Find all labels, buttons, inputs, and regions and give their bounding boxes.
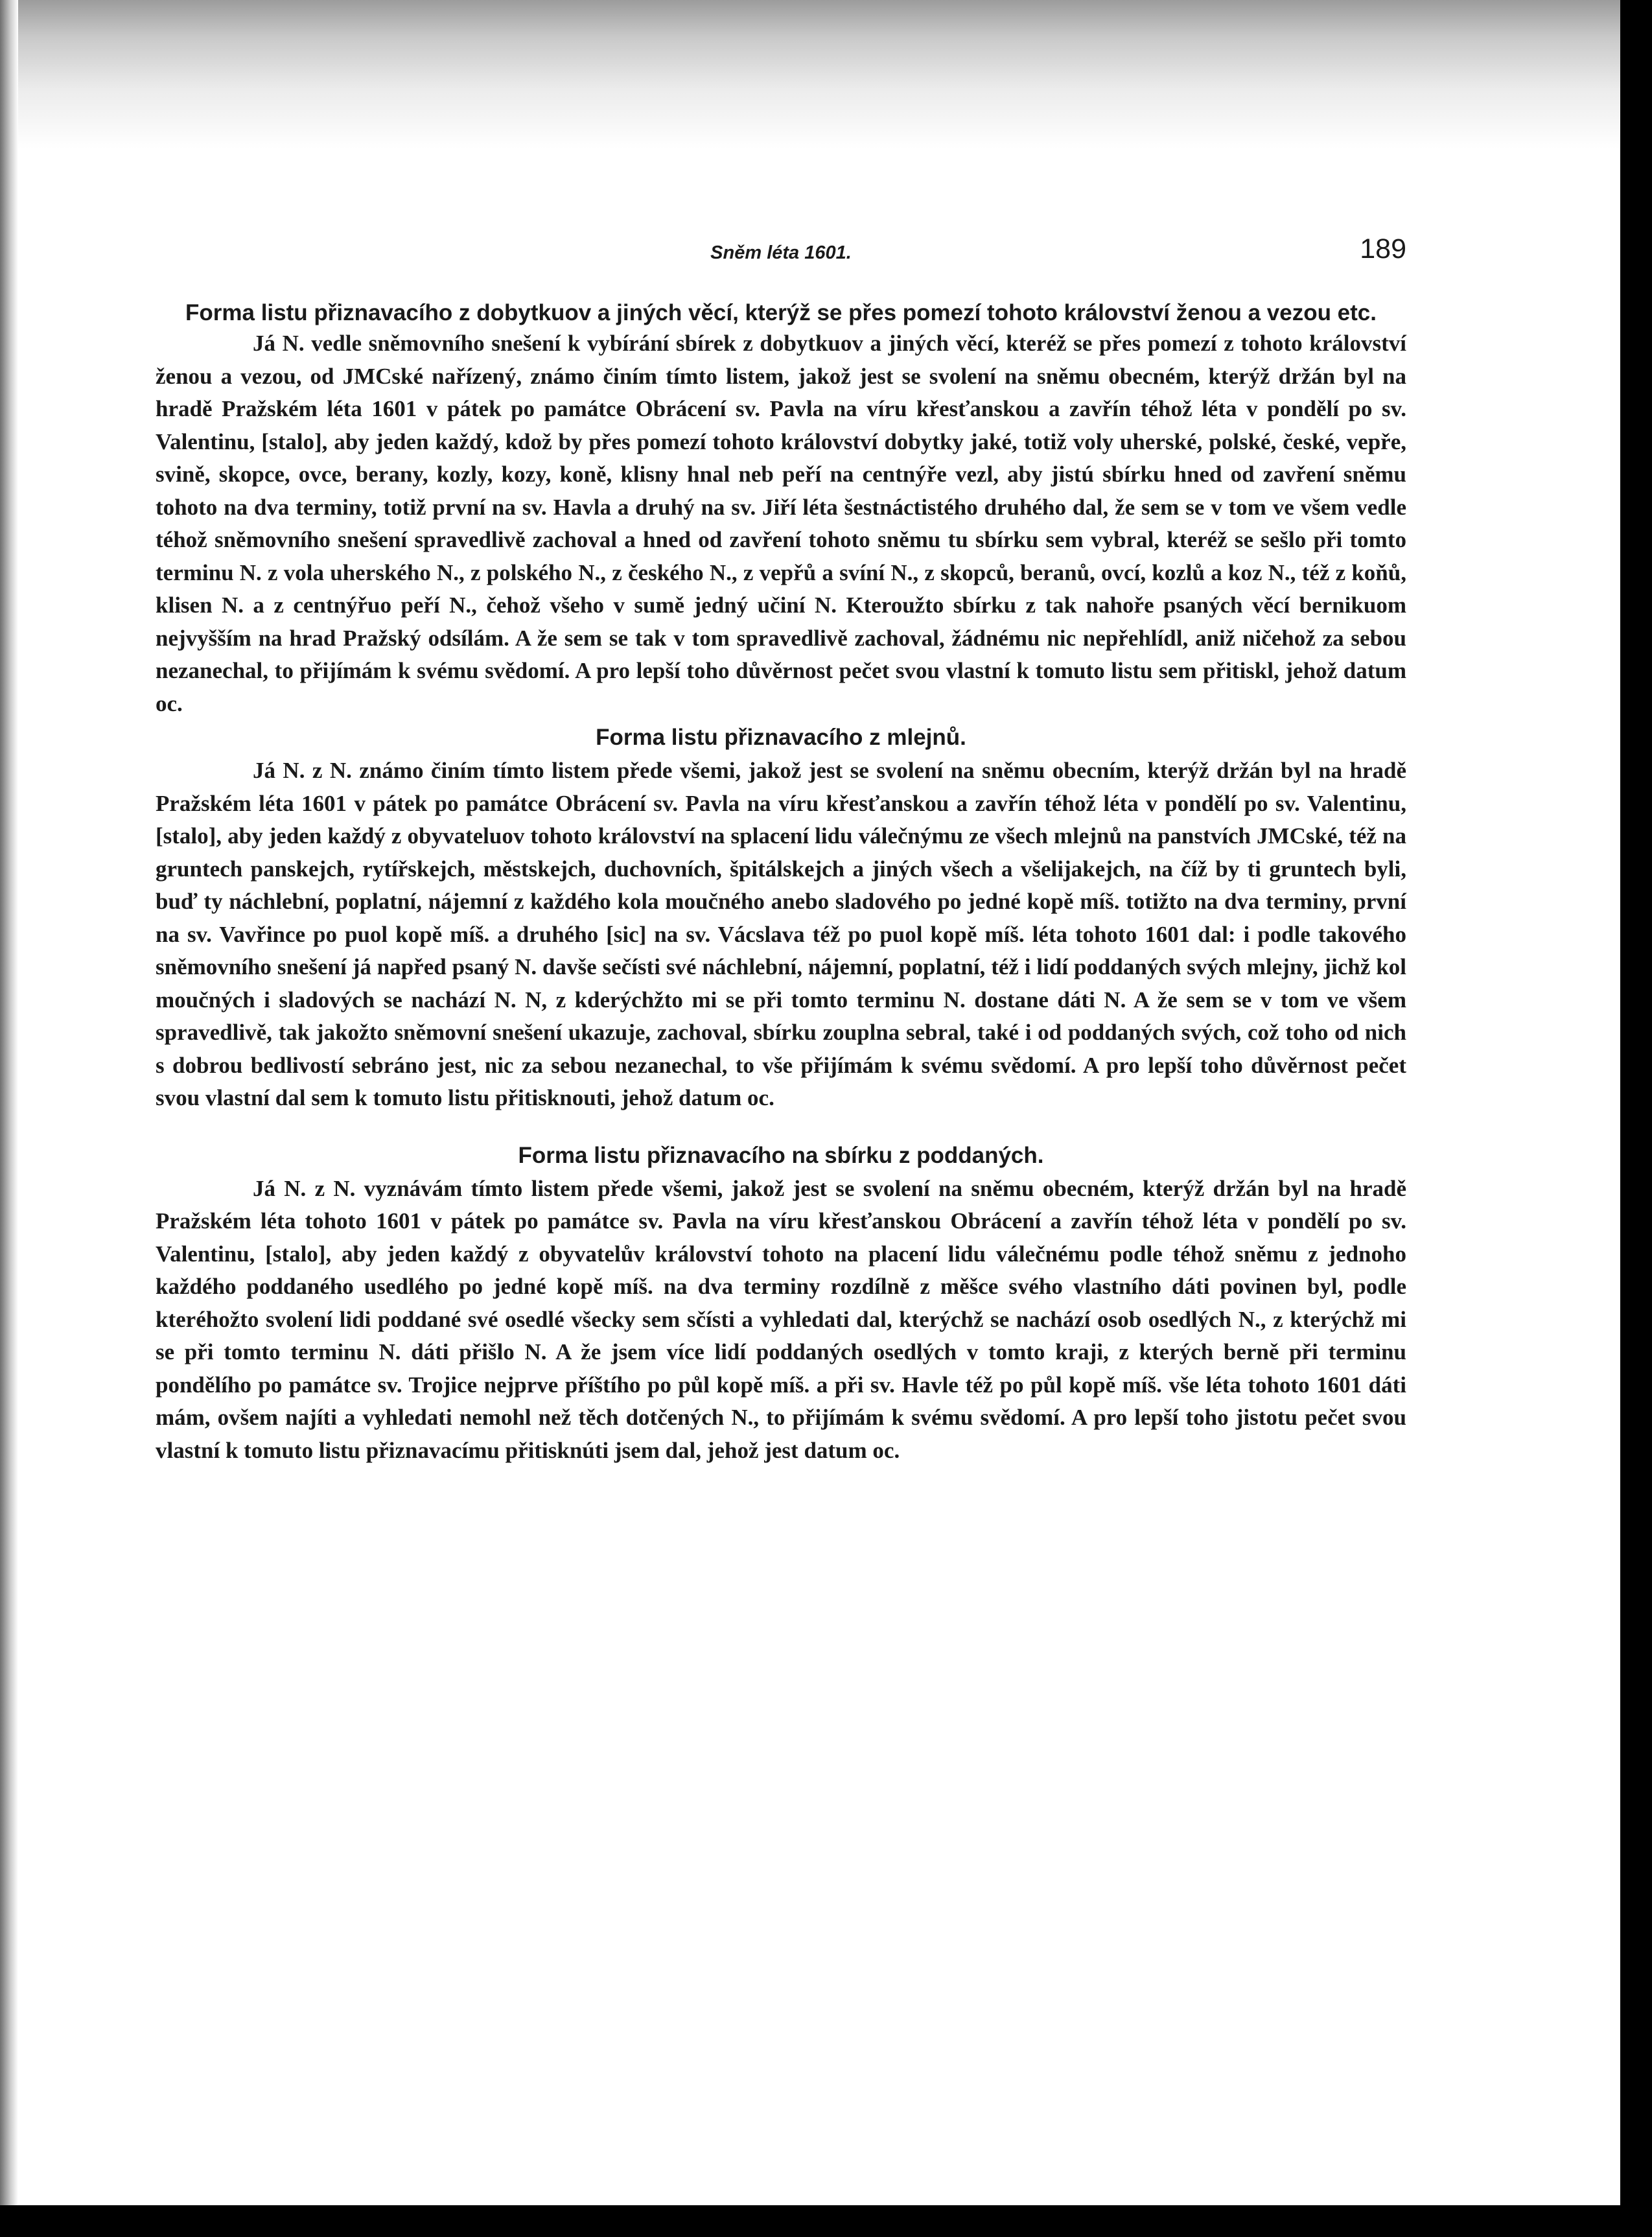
section-body-subjects: Já N. z N. vyznávám tímto listem přede všemi, jakož jest se svolení na sněmu obecném, kterýž držán byl na hradě Pražském léta tohoto 1601 v pátek po památce sv. Pavla na víru křesťanskou Obrácení a zavřín téhož léta v pondělí po sv. Valentinu, [stalo], aby jeden každý z obyvatelův království tohoto na placení lidu válečnému podle téhož sněmu z jednoho každého poddaného usedlého po jedné kopě míš. na dva terminy rozdílně z měšce svého vlastního dáti povinen byl, podle kteréhožto svolení lidi poddané své osedlé všecky sem sčísti a vyhledati dal, kterýchž se nachází osob osedlých N., z kterýchž mi se při tomto terminu N. dáti přišlo N. A že jsem více lidí poddaných osedlých v tomto kraji, z kterých berně při terminu pondělího po památce sv. Trojice nejprve příštího po půl kopě míš. a při sv. Havle též po půl kopě míš. vše léta tohoto 1601 dáti mám, ovšem najíti a vyhledati nemohl než těch dotčených N., to přijímám k svému svědomí. A pro lepší toho jistotu pečet svou vlastní k tomuto listu přiznavacímu přitisknúti jsem dal, jehož jest datum oc.: [156, 1175, 1406, 1463]
section-heading-mills: Forma listu přiznavacího z mlejnů.: [596, 725, 966, 750]
running-title: Sněm léta 1601.: [710, 242, 852, 263]
section-heading-livestock: Forma listu přiznavacího z dobytkuov a jiných věcí, kterýž se přes pomezí tohoto království ženou a vezou etc.: [185, 300, 1377, 325]
document-page: [156, 233, 1406, 1467]
running-head: [156, 233, 1406, 279]
scan-shadow-left: [0, 0, 18, 2237]
section-body-mills: Já N. z N. známo činím tímto listem přede všemi, jakož jest se svolení na sněmu obecním, kterýž držán byl na hradě Pražském léta 1601 v pátek po památce Obrácení sv. Pavla na víru křesťanskou a zavřín téhož léta v pondělí po sv. Valentinu, [stalo], aby jeden každý z obyvateluov tohoto království na splacení lidu válečnýmu ze všech mlejnů na panstvích JMCské, též na gruntech panskejch, rytířskejch, městskejch, duchovních, špitálskejch a jiných všech a všelijakejch, na číž by ti gruntech byli, buď ty náchlební, poplatní, nájemní z každého kola moučného anebo sladového po jedné kopě míš. totižto na dva terminy, první na sv. Vavřince po puol kopě míš. a druhého [sic] na sv. Vácslava též po puol kopě míš. léta tohoto 1601 dal: i podle takového sněmovního snešení já napřed psaný N. davše sečísti své náchlební, nájemní, poplatní, též i lidí poddaných svých mlejny, jichž kol moučných i sladových se nachází N. N, z kderýchžto mi se při tomto terminu N. dostane dáti N. A že sem se v tom ve všem spravedlivě, tak jakožto sněmovní snešení ukazuje, zachoval, sbírku zouplna sebral, také i od poddaných svých, což toho od nich s dobrou bedlivostí sebráno jest, nic za sebou nezanechal, to vše přijímám k svému svědomí. A pro lepší toho důvěrnost pečet svou vlastní dal sem k tomuto listu přitisknouti, jehož datum oc.: [156, 758, 1406, 1110]
page-number: 189: [1360, 233, 1406, 264]
section-body-livestock: Já N. vedle sněmovního snešení k vybírání sbírek z dobytkuov a jiných věcí, kteréž se přes pomezí z tohoto království ženou a vezou, od JMCské nařízený, známo činím tímto listem, jakož jest se svolení na sněmu obecném, kterýž držán byl na hradě Pražském léta 1601 v pátek po památce Obrácení sv. Pavla na víru křesťanskou a zavřín téhož léta v pondělí po sv. Valentinu, [stalo], aby jeden každý, kdož by přes pomezí tohoto království dobytky jaké, totiž voly uherské, polské, české, vepře, svině, skopce, ovce, berany, kozly, kozy, koně, klisny hnal neb peří na centnýře vezl, aby jistú sbírku hned od zavření sněmu tohoto na dva terminy, totiž první na sv. Havla a druhý na sv. Jiří léta šestnáctistého druhého dal, že sem se v tom ve všem vedle téhož sněmovního snešení spravedlivě zachoval a hned od zavření tohoto sněmu tu sbírku sem vybral, kteréž se sešlo při tomto terminu N. z vola uherského N., z polského N., z českého N., z vepřů a svíní N., z skopců, beranů, ovcí, kozlů a koz N., též z koňů, klisen N. a z centnýřuo peří N., čehož všeho v sumě jedný učiní N. Kteroužto sbírku z tak nahoře psaných věcí bernikuom nejvyšším na hrad Pražský odsílám. A že sem se tak v tom spravedlivě zachoval, žádnému nic nepřehlídl, aniž ničehož za sebou nezanechal, to přijímám k svému svědomí. A pro lepší toho důvěrnost pečet svou vlastní k tomuto listu sem přitiskl, jehož datum oc.: [156, 331, 1406, 716]
scan-border-bottom: [0, 2205, 1652, 2237]
scan-border-right: [1620, 0, 1652, 2237]
scan-shadow-top: [0, 0, 1652, 149]
section-heading-subjects: Forma listu přiznavacího na sbírku z poddaných.: [518, 1142, 1044, 1168]
